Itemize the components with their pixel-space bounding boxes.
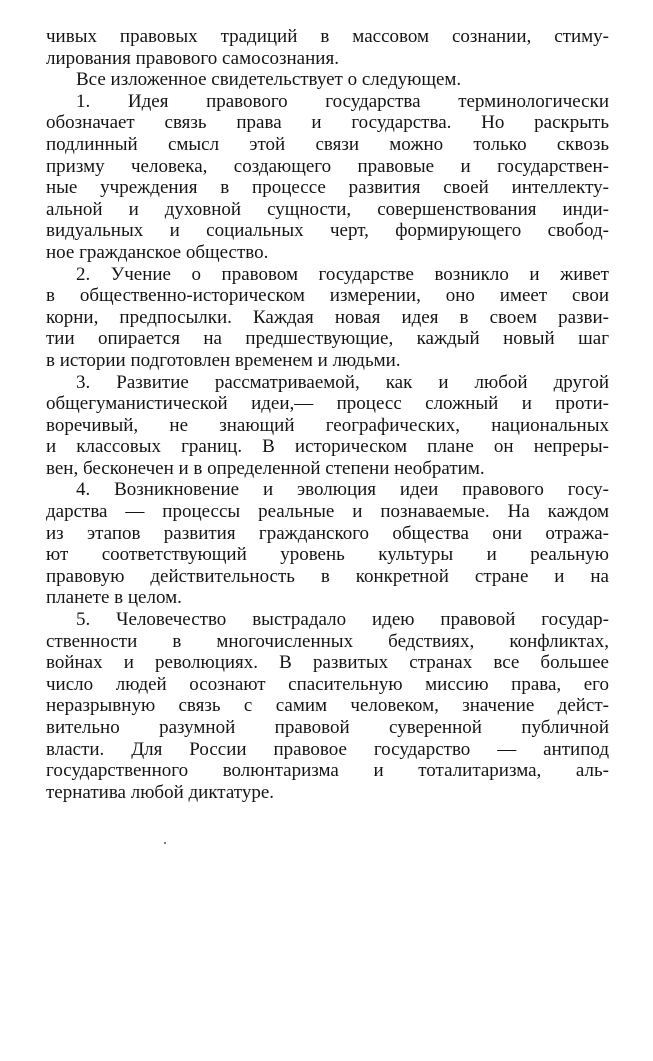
text-line: 3. Развитие рассматриваемой, как и любой другой (76, 371, 609, 393)
paragraph-point-1 (46, 91, 609, 264)
text-line: неразрывную связь с самим человеком, значение дейст- (46, 695, 609, 717)
text-line: подлинный смысл этой связи можно только сквозь (46, 133, 609, 155)
text-line: из этапов развития гражданского общества они отража- (46, 522, 609, 544)
text-line: 4. Возникновение и эволюция идеи правового госу- (76, 479, 609, 501)
scan-speck (164, 842, 166, 844)
page-text (46, 26, 609, 803)
text-line: дарства — процессы реальные и познаваемые. На каждом (46, 501, 609, 523)
paragraph-point-2 (46, 264, 609, 372)
text-line: в общественно-историческом измерении, оно имеет свои (46, 285, 609, 307)
text-line: ное гражданское общество. (46, 241, 269, 263)
text-line: чивых правовых традиций в массовом сознании, стиму- (46, 26, 609, 47)
paragraph-point-4 (46, 479, 609, 609)
text-line: ные учреждения в процессе развития своей интеллекту- (46, 177, 609, 199)
paragraph-point-3 (46, 372, 609, 480)
text-line: планете в целом. (46, 587, 182, 609)
text-line: правовую действительность в конкретной стране и на (46, 565, 609, 587)
text-line: общегуманистической идеи,— процесс сложный и проти- (46, 393, 609, 415)
text-line: войнах и революциях. В развитых странах все большее (46, 652, 609, 674)
text-line: видуальных и социальных черт, формирующего свобод- (46, 220, 609, 242)
text-line: власти. Для России правовое государство — антипод (46, 738, 609, 760)
text-line: корни, предпосылки. Каждая новая идея в своем разви- (46, 306, 609, 328)
paragraph-point-5 (46, 609, 609, 803)
text-line: тернатива любой диктатуре. (46, 781, 275, 803)
text-line: государственного волюнтаризма и тоталитаризма, аль- (46, 760, 609, 782)
text-line: обозначает связь права и государства. Но раскрыть (46, 112, 609, 134)
text-line: Все изложенное свидетельствует о следующем. (76, 69, 462, 91)
text-line: число людей осознают спасительную миссию права, его (46, 673, 609, 695)
text-line: вительно разумной правовой суверенной публичной (46, 717, 609, 738)
text-line: воречивый, не знающий географических, национальных (46, 414, 609, 436)
text-line: лирования правового самосознания. (46, 47, 339, 69)
text-line: 5. Человечество выстрадало идею правовой государ- (76, 609, 609, 631)
text-line: 1. Идея правового государства терминологически (76, 90, 609, 112)
text-line: вен, бесконечен и в определенной степени необратим. (46, 457, 485, 479)
text-line: 2. Учение о правовом государстве возникло и живет (76, 263, 609, 285)
text-line: ют соответствующий уровень культуры и реальную (46, 544, 609, 566)
text-line: в истории подготовлен временем и людьми. (46, 349, 401, 371)
text-line: альной и духовной сущности, совершенствования инди- (46, 198, 609, 220)
paragraph-continuation (46, 26, 609, 69)
text-line: призму человека, создающего правовые и государствен- (46, 155, 609, 177)
paragraph-intro (46, 69, 609, 91)
text-line: и классовых границ. В историческом плане он непреры- (46, 436, 609, 458)
text-line: тии опирается на предшествующие, каждый новый шаг (46, 328, 609, 350)
text-line: ственности в многочисленных бедствиях, конфликтах, (46, 630, 609, 652)
